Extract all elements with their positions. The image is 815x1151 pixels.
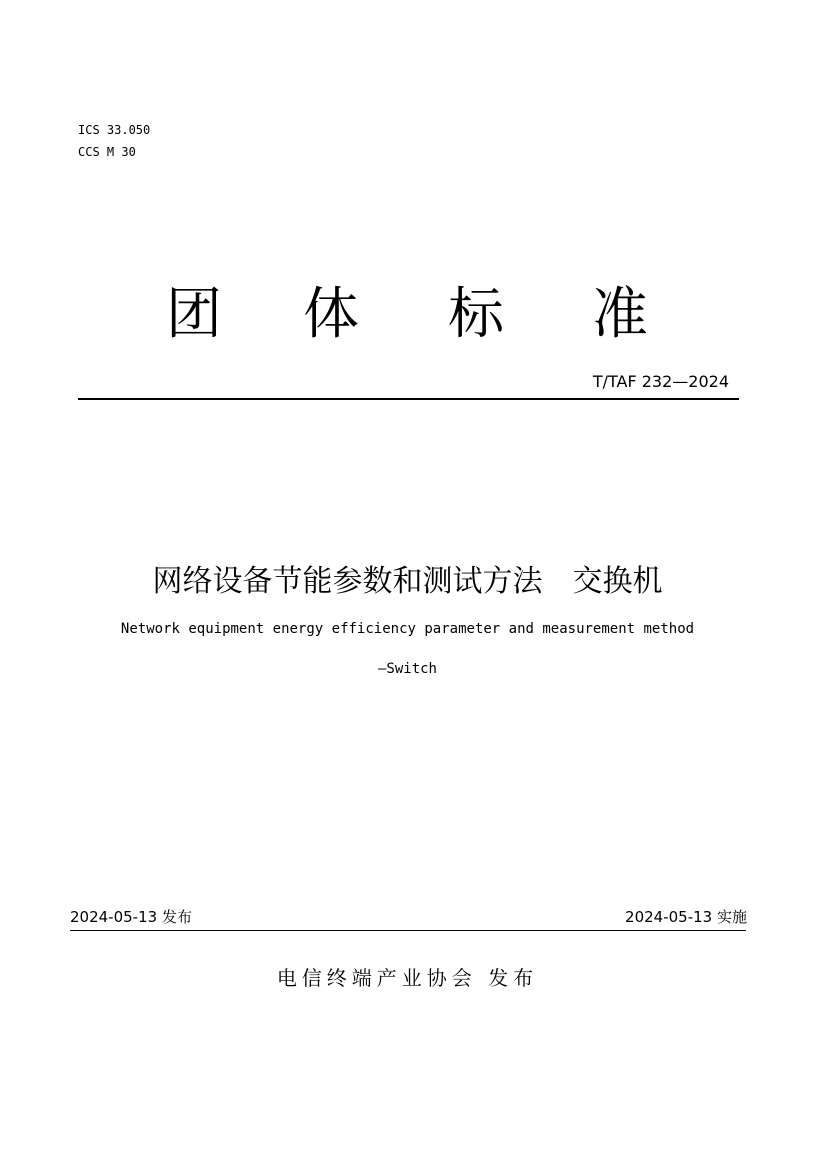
ics-code: ICS 33.050 <box>78 123 151 137</box>
title-chinese: 网络设备节能参数和测试方法 交换机 <box>152 564 663 599</box>
ccs-code: CCS M 30 <box>78 145 136 159</box>
title-english-subtitle: —Switch <box>377 661 437 677</box>
implement-date: 2024-05-13 实施 <box>625 908 747 926</box>
heading-char-4: 准 <box>592 282 648 347</box>
standard-number: T/TAF 232—2024 <box>592 372 729 391</box>
publisher: 电信终端产业协会 发布 <box>276 966 539 990</box>
title-english: Network equipment energy efficiency parameter and measurement method <box>120 621 695 637</box>
header-divider <box>78 398 739 400</box>
publish-date: 2024-05-13 发布 <box>70 908 192 926</box>
group-standard-heading <box>0 280 815 350</box>
footer-divider <box>70 930 746 931</box>
heading-char-3: 标 <box>448 282 504 347</box>
heading-char-2: 体 <box>303 282 359 347</box>
heading-char-1: 团 <box>166 282 222 347</box>
